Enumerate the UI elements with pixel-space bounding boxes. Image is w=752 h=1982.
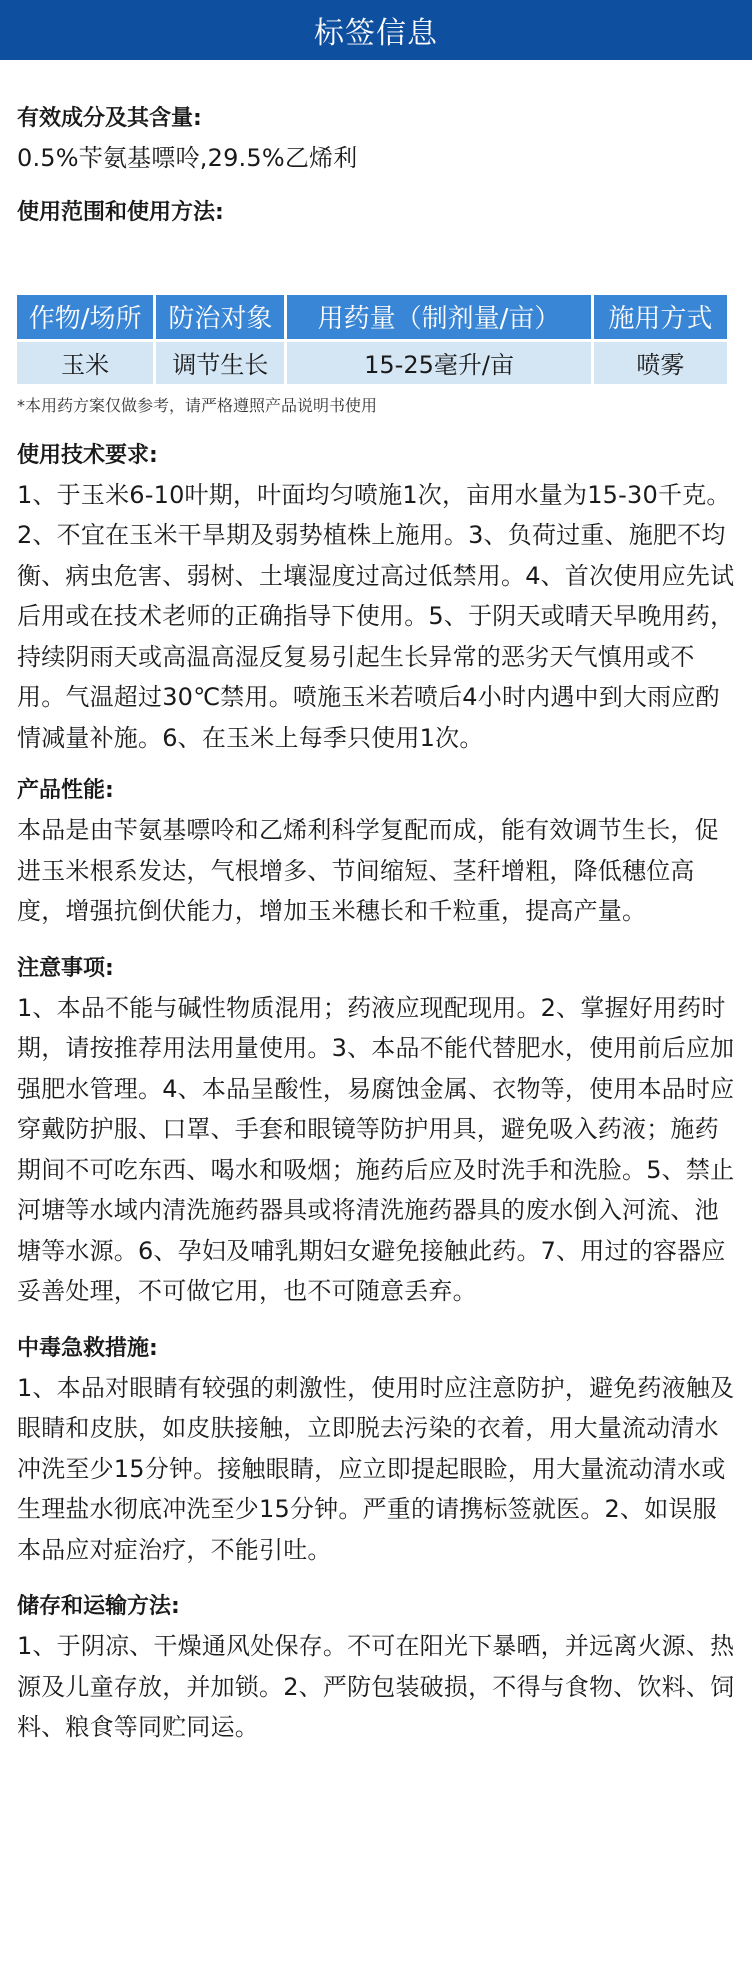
table-row bbox=[17, 342, 727, 384]
performance-text: 本品是由苄氨基嘌呤和乙烯利科学复配而成，能有效调节生长，促进玉米根系发达，气根增多、节间缩短、茎秆增粗，降低穗位高度，增强抗倒伏能力，增加玉米穗长和千粒重，提高产量。 bbox=[17, 816, 719, 925]
ingredients-heading: 有效成分及其含量: bbox=[17, 106, 202, 131]
usage-range-section bbox=[17, 179, 735, 419]
page-title: 标签信息 bbox=[314, 16, 438, 51]
usage-table-header-target: 防治对象 bbox=[156, 295, 284, 339]
page-header bbox=[0, 0, 752, 60]
caution-text: 1、本品不能与碱性物质混用；药液应现配现用。2、掌握好用药时期，请按推荐用法用量使用。3、本品不能代替肥水，使用前后应加强肥水管理。4、本品呈酸性，易腐蚀金属、衣物等，使用本品时应穿戴防护服、口罩、手套和眼镜等防护用具，避免吸入药液；施药期间不可吃东西、喝水和吸烟；施药后应及时洗手和洗脸。5、禁止河塘等水域内清洗施药器具或将清洗施药器具的废水倒入河流、池塘等水源。6、孕妇及哺乳期妇女避免接触此药。7、用过的容器应妥善处理，不可做它用，也不可随意丢弃。 bbox=[17, 993, 735, 1305]
usage-table-header-dosage: 用药量（制剂量/亩） bbox=[287, 295, 590, 339]
technique-text: 1、于玉米6-10叶期，叶面均匀喷施1次，亩用水量为15-30千克。2、不宜在玉米干旱期及弱势植株上施用。3、负荷过重、施肥不均衡、病虫危害、弱树、土壤湿度过高过低禁用。4、首次使用应先试后用或在技术老师的正确指导下使用。5、于阴天或晴天早晚用药，持续阴雨天或高温高湿反复易引起生长异常的恶劣天气慎用或不用。气温超过30℃禁用。喷施玉米若喷后4小时内遇中到大雨应酌情减量补施。6、在玉米上每季只使用1次。 bbox=[17, 480, 735, 752]
caution-heading: 注意事项: bbox=[17, 955, 114, 981]
usage-range-heading: 使用范围和使用方法: bbox=[17, 199, 224, 225]
usage-table-header-row bbox=[17, 295, 727, 339]
performance-section bbox=[17, 758, 735, 932]
usage-table-header-crop: 作物/场所 bbox=[17, 295, 153, 339]
usage-cell-dosage: 15-25毫升/亩 bbox=[287, 342, 590, 384]
technique-heading: 使用技术要求: bbox=[17, 442, 158, 468]
storage-heading: 储存和运输方法: bbox=[17, 1594, 180, 1619]
performance-heading: 产品性能: bbox=[17, 778, 114, 803]
ingredients-section bbox=[17, 60, 735, 179]
first-aid-text: 1、本品对眼睛有较强的刺激性，使用时应注意防护，避免药液触及眼睛和皮肤，如皮肤接触，立即脱去污染的衣着，用大量流动清水冲洗至少15分钟。接触眼睛，应立即提起眼睑，用大量流动清水或生理盐水彻底冲洗至少15分钟。严重的请携标签就医。2、如误服本品应对症治疗，不能引吐。 bbox=[17, 1373, 735, 1564]
usage-note: *本用药方案仅做参考，请严格遵照产品说明书使用 bbox=[17, 395, 378, 415]
usage-cell-method: 喷雾 bbox=[594, 342, 727, 384]
usage-cell-target: 调节生长 bbox=[156, 342, 284, 384]
storage-text: 1、于阴凉、干燥通风处保存。不可在阳光下暴晒，并远离火源、热源及儿童存放，并加锁。2、严防包装破损，不得与食物、饮料、饲料、粮食等同贮同运。 bbox=[17, 1632, 735, 1741]
usage-cell-crop: 玉米 bbox=[17, 342, 153, 384]
storage-section bbox=[17, 1570, 735, 1748]
first-aid-section bbox=[17, 1312, 735, 1571]
ingredients-text: 0.5%苄氨基嘌呤,29.5%乙烯利 bbox=[17, 144, 358, 172]
first-aid-heading: 中毒急救措施: bbox=[17, 1335, 158, 1361]
usage-table-header-method: 施用方式 bbox=[594, 295, 727, 339]
label-content bbox=[0, 60, 752, 1748]
usage-table bbox=[14, 292, 730, 387]
technique-section bbox=[17, 419, 735, 759]
caution-section bbox=[17, 932, 735, 1312]
